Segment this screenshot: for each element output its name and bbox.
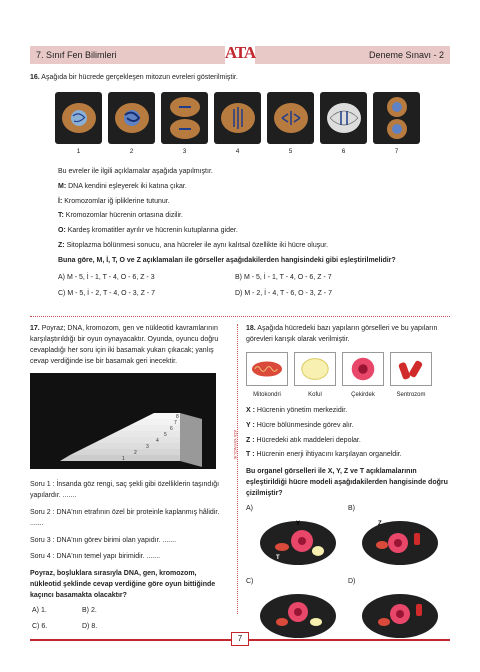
q16-intro: Bu evreler ile ilgili açıklamalar aşağıda yapılmıştır.	[58, 167, 213, 175]
page-footer	[0, 632, 480, 646]
definition-y: Y : Hücre bölünmesinde görev alır.	[246, 421, 354, 429]
mitosis-cell-5	[267, 92, 314, 144]
option-d[interactable]: D)	[348, 577, 444, 645]
mark-z: Z	[378, 520, 382, 527]
answer-c[interactable]: C) 6.	[32, 622, 48, 630]
definition-t: T: Kromozomlar hücrenin ortasına dizilir.	[58, 212, 183, 220]
mitosis-cell-6	[320, 92, 367, 144]
cell-number: 3	[182, 147, 187, 155]
q18-number: 18.	[246, 325, 256, 332]
organelle-mitokondri	[246, 352, 288, 400]
subject-title: 7. Sınıf Fen Bilimleri	[36, 50, 117, 60]
q17-stem: Poyraz; DNA, kromozom, gen ve nükleotid kavramlarının karşılaştırıldığı bir oyun oynayacaktır. Oyunda, oyuncu doğru cevapladığı her soru için iki basamak yukarı çıkacak; yanlış cevap verdiğinde ise bir basamak geri inecektir.	[30, 325, 219, 365]
step-label: 8	[176, 414, 179, 421]
definition-z: Z : Hücredeki atık maddeleri depolar.	[246, 436, 361, 444]
q18-definitions	[246, 406, 450, 461]
q16-question: Buna göre, M, İ, T, O ve Z açıklamaları ile görseller aşağıdakilerden hangisindeki gibi eşleştirilmelidir?	[58, 256, 396, 264]
side-watermark: ATA YAYINCILIK	[233, 430, 238, 460]
q18-question: Bu organel görselleri ile X, Y, Z ve T açıklamalarının eşleştirildiği hücre modeli aşağıdakilerden hangisinde doğru çizilmiştir?	[246, 468, 448, 497]
cell-number: 6	[341, 147, 346, 155]
cell-number: 1	[76, 147, 81, 155]
q17-question-4: Soru 4 : DNA'nın temel yapı birimidir. .......	[30, 553, 161, 561]
organelle-label: Koful	[308, 391, 322, 398]
option-c[interactable]: C)	[246, 577, 342, 645]
definition-z: Z: Sitoplazma bölünmesi sonucu, ana hücreler ile aynı kalıtsal özellikte iki hücre oluşur.	[58, 242, 329, 250]
column-divider	[237, 324, 238, 614]
organelle-koful	[294, 352, 336, 400]
cell-number-row	[55, 144, 450, 157]
step-label: 6	[170, 426, 173, 433]
step-label: 5	[164, 432, 167, 439]
answer-d[interactable]: D) 8.	[82, 622, 98, 630]
answer-b[interactable]: B) M - 5, İ - 1, T - 4, O - 6, Z - 7	[235, 273, 332, 281]
page-number: 7	[231, 632, 249, 646]
mitosis-cell-7	[373, 92, 420, 144]
mark-y: Y	[296, 520, 301, 527]
q16-definitions	[58, 167, 450, 267]
definition-o: O: Kardeş kromatitler ayrılır ve hücrenin kutuplarına gider.	[58, 227, 238, 235]
mitosis-images	[55, 92, 450, 144]
answer-c[interactable]: C) M - 5, İ - 2, T - 4, O - 3, Z - 7	[58, 289, 155, 297]
section-divider	[30, 316, 450, 317]
q17-question-1: Soru 1 : İnsanda göz rengi, saç şekli gibi özelliklerin taşındığı yapılardır. .......	[30, 481, 220, 500]
q16-number: 16.	[30, 74, 40, 81]
mitosis-cell-2	[108, 92, 155, 144]
organelle-label: Çekirdek	[351, 391, 375, 398]
cell-number: 5	[288, 147, 293, 155]
q18-stem: Aşağıda hücredeki bazı yapıların görselleri ve bu yapıların görevleri karışık olarak verilmiştir.	[246, 325, 438, 343]
definition-m: M: DNA kendini eşleyerek iki katına çıkar.	[58, 182, 187, 190]
step-label: 4	[156, 438, 159, 445]
option-a[interactable]: A) Y T	[246, 504, 342, 572]
q16-stem: Aşağıda bir hücrede gerçekleşen mitozun evreleri gösterilmiştir.	[41, 74, 238, 81]
q17-answers	[32, 606, 228, 633]
question-17	[30, 324, 228, 633]
definition-i: İ: Kromozomlar iğ ipliklerine tutunur.	[58, 197, 170, 205]
exam-title: Deneme Sınavı - 2	[368, 50, 444, 60]
step-label: 2	[134, 450, 137, 457]
page-header	[30, 43, 450, 64]
cell-number: 2	[129, 147, 134, 155]
answer-a[interactable]: A) 1.	[32, 606, 47, 614]
stairs-image	[30, 373, 216, 469]
q18-options	[246, 504, 450, 645]
answer-b[interactable]: B) 2.	[82, 606, 97, 614]
q17-question-2: Soru 2 : DNA'nın etrafının özel bir proteinle kaplanmış hâlidir. .......	[30, 508, 220, 527]
definition-t: T : Hücrenin enerji ihtiyacını karşılayan organeldir.	[246, 451, 402, 459]
mark-t: T	[276, 554, 280, 561]
q16-answers	[58, 273, 450, 300]
organelle-cekirdek	[342, 352, 384, 400]
q17-question: Poyraz, boşluklara sırasıyla DNA, gen, kromozom, nükleotid şeklinde cevap verdiğine göre oyun bittiğinde kaçıncı basamakta olacaktır?	[30, 570, 216, 599]
cell-number: 7	[394, 147, 399, 155]
step-label: 7	[174, 420, 177, 427]
definition-x: X : Hücrenin yönetim merkezidir.	[246, 406, 348, 414]
step-label: 1	[122, 456, 125, 463]
question-16	[30, 73, 450, 300]
q17-question-3: Soru 3 : DNA'nın görev birimi olan yapıdır. .......	[30, 536, 177, 544]
question-18	[246, 324, 450, 645]
organelle-images	[246, 352, 450, 400]
publisher-logo: ATA	[225, 36, 255, 70]
organelle-sentrozom	[390, 352, 432, 400]
mitosis-cell-1	[55, 92, 102, 144]
mitosis-cell-4	[214, 92, 261, 144]
organelle-label: Sentrozom	[396, 391, 426, 398]
q17-number: 17.	[30, 325, 40, 332]
cell-number: 4	[235, 147, 240, 155]
organelle-label: Mitokondri	[253, 391, 281, 398]
answer-a[interactable]: A) M - 5, İ - 1, T - 4, O - 6, Z - 3	[58, 273, 155, 281]
step-label: 3	[146, 444, 149, 451]
answer-d[interactable]: D) M - 2, İ - 4, T - 6, O - 3, Z - 7	[235, 289, 332, 297]
option-b[interactable]: B) Z	[348, 504, 444, 572]
mitosis-cell-3	[161, 92, 208, 144]
